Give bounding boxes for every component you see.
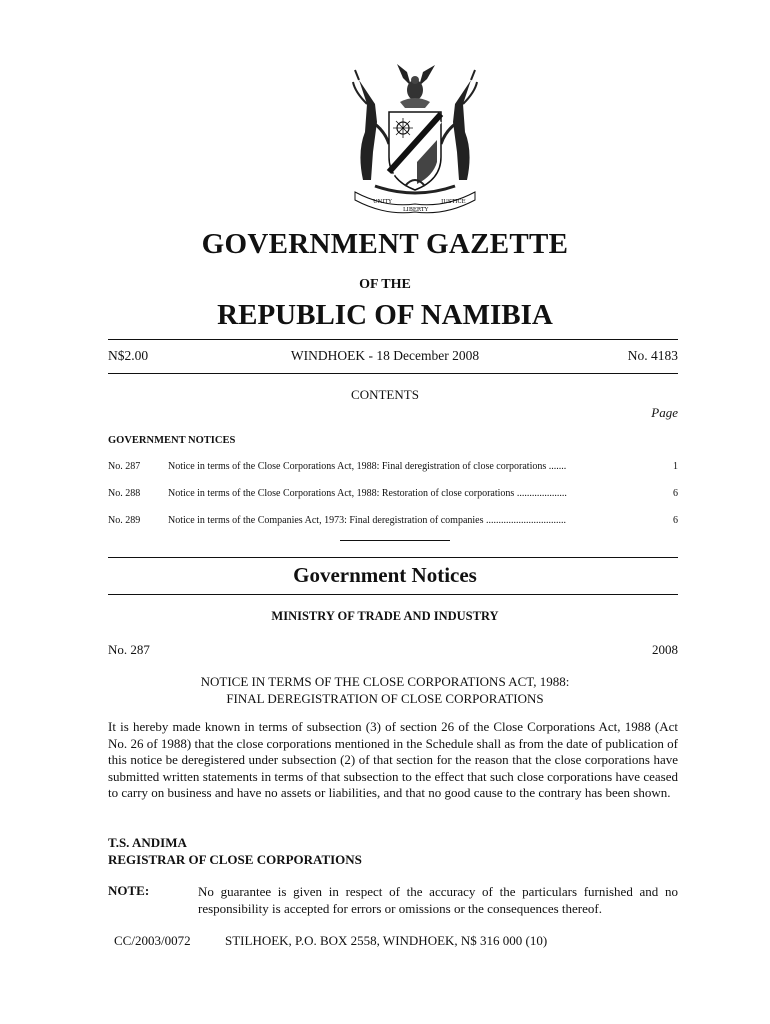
svg-text:JUSTICE: JUSTICE (441, 199, 466, 205)
notice-heading (0, 673, 770, 707)
svg-text:UNITY: UNITY (373, 199, 392, 205)
issue-number: No. 4183 (627, 348, 678, 363)
section-title: Government Notices (293, 563, 477, 587)
entry-details: STILHOEK, P.O. BOX 2558, WINDHOEK, N$ 316 000 (10) (225, 933, 548, 948)
section-rule-bottom (108, 594, 678, 595)
contents-row-number: No. 289 (108, 515, 141, 526)
svg-text:LIBERTY: LIBERTY (403, 207, 429, 213)
contents-heading: CONTENTS (351, 387, 419, 402)
country-title: REPUBLIC OF NAMIBIA (217, 299, 553, 331)
header-rule-top (108, 339, 678, 340)
note-text: No guarantee is given in respect of the accuracy of the particulars furnished and no responsibility is accepted for errors or omissions or the consequences thereof. (198, 884, 678, 916)
page-column-label: Page (651, 405, 678, 420)
contents-row[interactable] (108, 515, 678, 529)
notice-heading-line-1: NOTICE IN TERMS OF THE CLOSE CORPORATIONS ACT, 1988: (200, 674, 570, 689)
notice-number: No. 287 (108, 642, 150, 657)
contents-row-number: No. 287 (108, 461, 141, 472)
entry-code: CC/2003/0072 (114, 933, 191, 948)
contents-row-number: No. 288 (108, 488, 141, 499)
contents-row-page: 6 (673, 488, 678, 499)
gazette-title: GOVERNMENT GAZETTE (201, 228, 569, 260)
notice-year: 2008 (652, 642, 678, 657)
signatory-name: T.S. ANDIMA (108, 835, 187, 850)
contents-row-page: 6 (673, 515, 678, 526)
contents-row[interactable] (108, 488, 678, 502)
ministry-heading: MINISTRY OF TRADE AND INDUSTRY (271, 609, 499, 623)
contents-row-description: Notice in terms of the Close Corporations Act, 1988: Final deregistration of close corporations ....... (168, 461, 567, 472)
signatory-title: REGISTRAR OF CLOSE CORPORATIONS (108, 852, 362, 867)
contents-end-divider (340, 540, 450, 541)
header-rule-bottom (108, 373, 678, 374)
price: N$2.00 (108, 348, 149, 363)
contents-row-page: 1 (673, 461, 678, 472)
notice-body: It is hereby made known in terms of subsection (3) of section 26 of the Close Corporations Act, 1988 (Act No. 26 of 1988) that the close corporations mentioned in the Schedule shall as from the date of publication of this notice be deregistered under subsection (2) of that section for the reason that the close corporations have submitted written statements in terms of that subsection to the effect that such close corporations have ceased to carry on business and have no assets or liabilities, and that no good cause to the contrary has been shown. (108, 719, 678, 800)
notice-heading-line-2: FINAL DEREGISTRATION OF CLOSE CORPORATIONS (226, 691, 544, 706)
coat-of-arms-emblem (345, 62, 485, 214)
gazette-subtitle: OF THE (359, 277, 411, 292)
contents-row[interactable] (108, 461, 678, 475)
note-label: NOTE: (108, 883, 150, 898)
contents-row-description: Notice in terms of the Close Corporations Act, 1988: Restoration of close corporations .................... (168, 488, 567, 499)
section-rule-top (108, 557, 678, 558)
contents-row-description: Notice in terms of the Companies Act, 1973: Final deregistration of companies ................................ (168, 515, 566, 526)
place-date: WINDHOEK - 18 December 2008 (290, 348, 480, 363)
contents-section-heading: GOVERNMENT NOTICES (108, 435, 236, 446)
signatory (108, 834, 362, 868)
